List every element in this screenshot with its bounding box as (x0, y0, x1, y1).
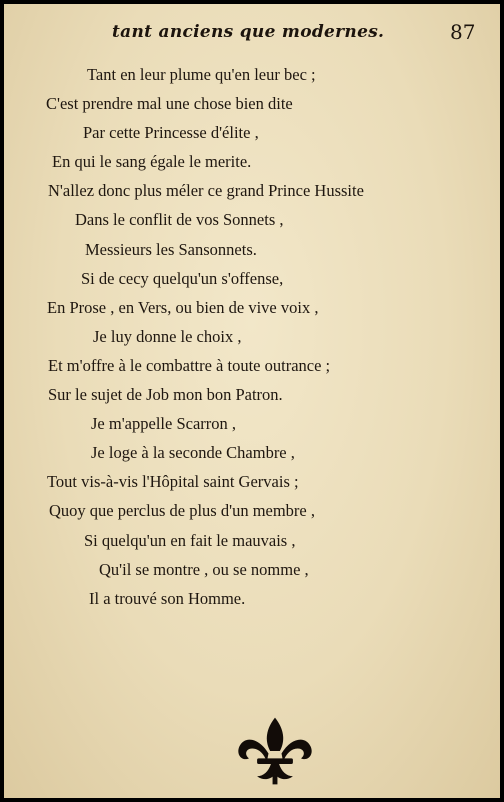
verse-line: Dans le conflit de vos Sonnets , (75, 210, 284, 230)
verse-line: En Prose , en Vers, ou bien de vive voix , (47, 297, 319, 317)
verse-line: En qui le sang égale le merite. (52, 152, 252, 172)
verse-line: Par cette Princesse d'élite , (83, 123, 259, 143)
verse-line: Tant en leur plume qu'en leur bec ; (87, 65, 316, 84)
fleur-de-lis-icon (234, 716, 316, 786)
verse-line: Qu'il se montre , ou se nomme , (99, 559, 309, 579)
running-head: tant anciens que modernes. (112, 22, 385, 42)
verse-line: Messieurs les Sansonnets. (85, 239, 257, 259)
book-page (4, 4, 500, 798)
verse-line: Quoy que perclus de plus d'un membre , (49, 501, 315, 521)
verse-line: Tout vis-à-vis l'Hôpital saint Gervais ; (47, 472, 299, 492)
verse-line: Si quelqu'un en fait le mauvais , (84, 530, 296, 550)
verse-line: Si de cecy quelqu'un s'offense, (81, 268, 284, 288)
poem-verse (4, 60, 500, 613)
page-header (4, 18, 500, 48)
verse-line: Je luy donne le choix , (93, 326, 242, 346)
verse-line: Je loge à la seconde Chambre , (91, 443, 295, 463)
verse-line: Il a trouvé son Homme. (89, 588, 246, 608)
verse-line: C'est prendre mal une chose bien dite (46, 94, 293, 114)
page-number: 87 (450, 20, 476, 44)
verse-line: Et m'offre à le combattre à toute outrance ; (48, 355, 331, 375)
verse-line: N'allez donc plus méler ce grand Prince Hussite (48, 181, 364, 201)
verse-line: Sur le sujet de Job mon bon Patron. (48, 385, 283, 405)
verse-line: Je m'appelle Scarron , (91, 414, 237, 434)
